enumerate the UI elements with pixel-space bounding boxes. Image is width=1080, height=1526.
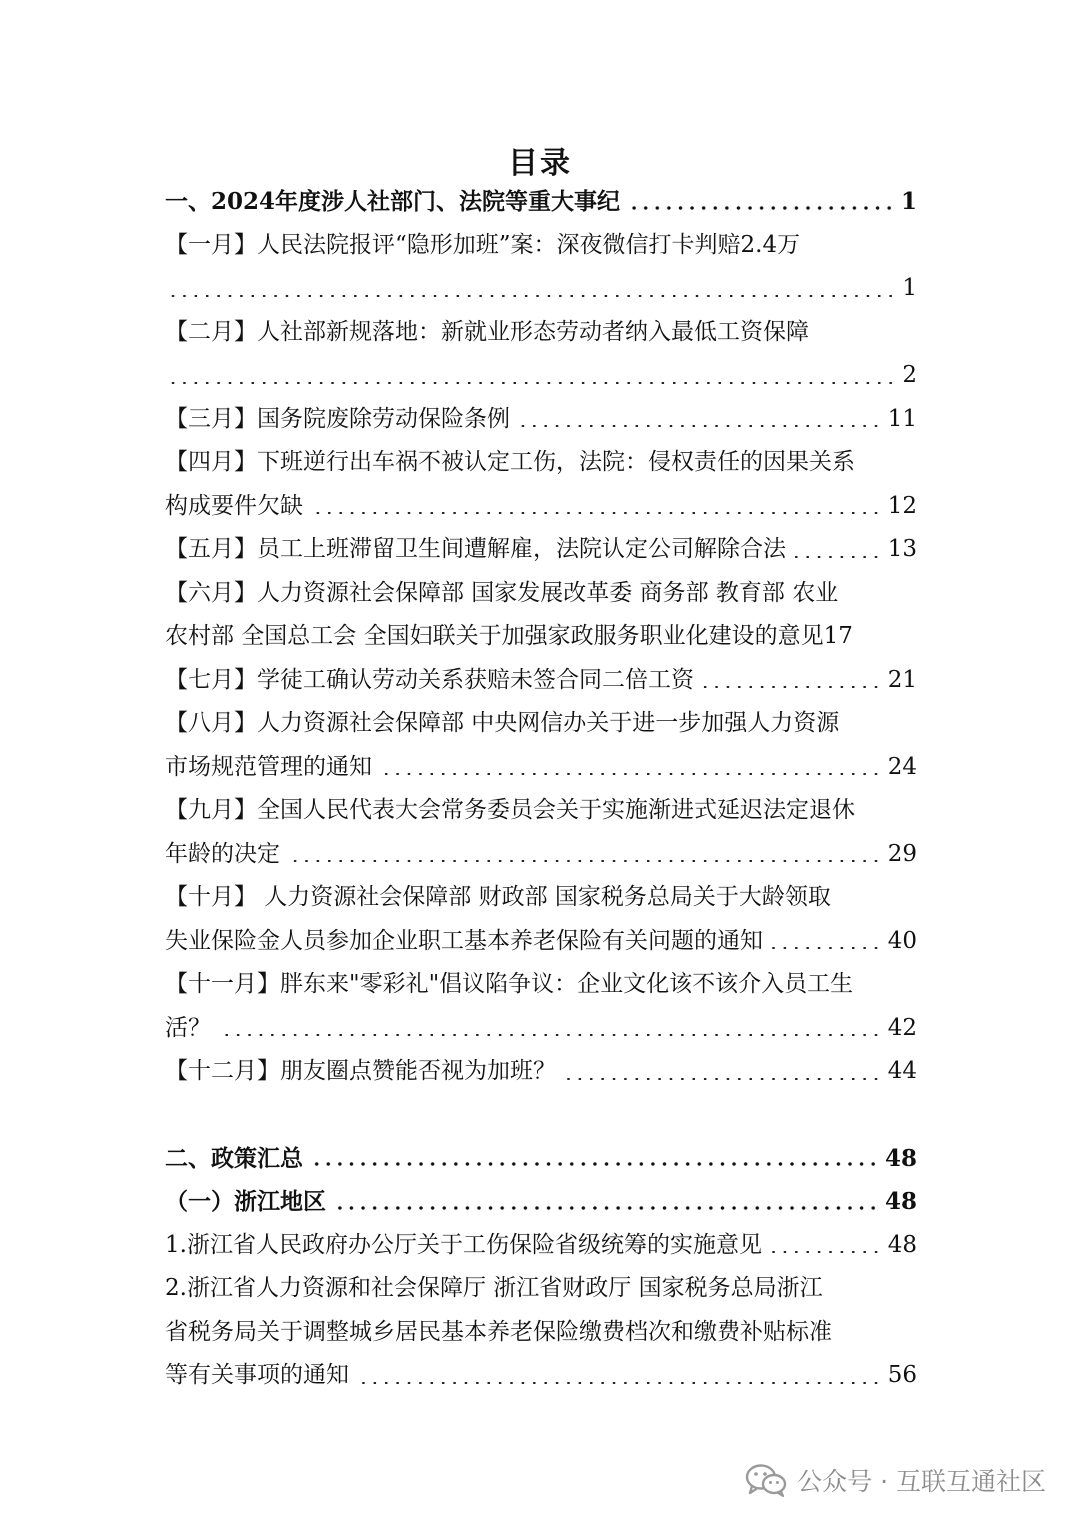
- dot-leader: [309, 1162, 879, 1166]
- toc-page-number: 11: [887, 405, 917, 432]
- toc-page-number: 24: [887, 753, 917, 780]
- toc-entry[interactable]: [165, 920, 917, 964]
- toc-entry-text: （一）浙江地区: [165, 1188, 326, 1215]
- toc-page-number: 42: [887, 1014, 917, 1041]
- toc-entry[interactable]: [165, 1224, 917, 1268]
- toc-entry[interactable]: [165, 659, 917, 703]
- toc-entry-text: 二、政策汇总: [165, 1144, 303, 1172]
- toc-entry[interactable]: [165, 1137, 917, 1181]
- toc-entry-text: 等有关事项的通知: [165, 1362, 349, 1388]
- toc-entry[interactable]: [165, 789, 917, 833]
- toc-page-number: 29: [887, 840, 917, 867]
- toc-entry-text: 失业保险金人员参加企业职工基本养老保险有关问题的通知: [165, 927, 763, 954]
- toc-entry-text: 省税务局关于调整城乡居民基本养老保险缴费档次和缴费补贴标准: [165, 1318, 832, 1345]
- toc-entry-text: 活？: [165, 1014, 211, 1041]
- toc-entry[interactable]: [165, 1354, 917, 1398]
- toc-page-number: 48: [887, 1231, 917, 1258]
- toc-page-number: 56: [887, 1362, 917, 1388]
- toc-entry-text: 【七月】学徒工确认劳动关系获赔未签合同二倍工资: [165, 666, 694, 693]
- toc-entry-text: 2.浙江省人力资源和社会保障厅 浙江省财政厅 国家税务总局浙江: [165, 1275, 823, 1301]
- dot-leader: [792, 556, 882, 558]
- toc-page-number: 1: [900, 188, 917, 215]
- toc-entry-text: 年龄的决定: [165, 840, 280, 867]
- section-gap: [165, 1094, 917, 1137]
- toc-entry-text: 【九月】全国人民代表大会常务委员会关于实施渐进式延迟法定退休: [165, 797, 855, 823]
- toc-entry-text: 【八月】人力资源社会保障部 中央网信办关于进一步加强人力资源: [165, 710, 840, 736]
- toc-entry[interactable]: [165, 1311, 917, 1355]
- dot-leader: [768, 1251, 882, 1253]
- toc-page-number: 1: [902, 275, 917, 301]
- dot-leader: [700, 686, 882, 688]
- toc-entry-text: 构成要件欠缺: [165, 492, 303, 519]
- toc-entry[interactable]: [165, 485, 917, 529]
- watermark-text: 公众号 · 互联互通社区: [797, 1467, 1046, 1496]
- toc-entry-text: 【六月】人力资源社会保障部 国家发展改革委 商务部 教育部 农业: [165, 579, 839, 606]
- toc-entry-text: 一、2024年度涉人社部门、法院等重大事纪: [165, 188, 621, 215]
- toc-entry[interactable]: [165, 1180, 917, 1224]
- toc-entry-text: 农村部 全国总工会 全国妇联关于加强家政服务职业化建设的意见17: [165, 623, 853, 649]
- toc-page-number: 44: [887, 1058, 917, 1084]
- toc-entry-text: 【一月】人民法院报评“隐形加班”案：深夜微信打卡判赔2.4万: [165, 231, 801, 258]
- dot-leader: [171, 295, 896, 297]
- toc-entry[interactable]: [165, 267, 917, 311]
- toc-entry[interactable]: [165, 441, 917, 485]
- toc-entry-text: 【十二月】朋友圈点赞能否视为加班？: [165, 1058, 556, 1084]
- dot-leader: [769, 947, 882, 949]
- watermark: [745, 1462, 1046, 1498]
- dot-leader: [378, 773, 882, 775]
- toc-entry[interactable]: [165, 572, 917, 616]
- toc-entry[interactable]: [165, 1007, 917, 1051]
- toc-entry[interactable]: [165, 180, 917, 224]
- toc-entry[interactable]: [165, 702, 917, 746]
- page-title: 目录: [508, 146, 572, 181]
- toc-entry-text: 【五月】员工上班滞留卫生间遭解雇，法院认定公司解除合法: [165, 536, 786, 562]
- dot-leader: [309, 512, 882, 514]
- toc-entry[interactable]: [165, 1267, 917, 1311]
- dot-leader: [626, 206, 895, 210]
- dot-leader: [355, 1382, 882, 1384]
- toc-entry[interactable]: [165, 354, 917, 398]
- dot-leader: [562, 1078, 882, 1080]
- dot-leader: [171, 382, 896, 384]
- toc-entry[interactable]: [165, 746, 917, 790]
- toc-entry-text: 【二月】人社部新规落地：新就业形态劳动者纳入最低工资保障: [165, 318, 809, 345]
- toc-entry[interactable]: [165, 876, 917, 920]
- dot-leader: [332, 1206, 879, 1210]
- toc-entry-text: 市场规范管理的通知: [165, 753, 372, 780]
- dot-leader: [286, 860, 882, 862]
- toc-page-number: 21: [887, 666, 917, 693]
- toc-entry-text: 【十月】 人力资源社会保障部 财政部 国家税务总局关于大龄领取: [165, 884, 831, 910]
- toc-entry[interactable]: [165, 224, 917, 268]
- toc-entry-text: 1.浙江省人民政府办公厅关于工伤保险省级统筹的实施意见: [165, 1231, 762, 1258]
- toc-page-number: 13: [887, 536, 917, 562]
- toc-entry[interactable]: [165, 398, 917, 442]
- toc-page-number: 12: [887, 492, 917, 519]
- toc-entry[interactable]: [165, 833, 917, 877]
- table-of-contents: [165, 180, 917, 1398]
- toc-entry[interactable]: [165, 528, 917, 572]
- toc-page-number: 40: [887, 927, 917, 954]
- dot-leader: [516, 425, 882, 427]
- wechat-icon: [745, 1463, 787, 1497]
- toc-page-number: 48: [884, 1144, 917, 1172]
- toc-entry[interactable]: [165, 615, 917, 659]
- toc-entry-text: 【十一月】胖东来"零彩礼"倡议陷争议：企业文化该不该介入员工生: [165, 971, 854, 997]
- toc-entry-text: 【三月】国务院废除劳动保险条例: [165, 405, 510, 432]
- toc-entry[interactable]: [165, 1050, 917, 1094]
- toc-page-number: 48: [884, 1188, 917, 1215]
- dot-leader: [217, 1034, 882, 1036]
- toc-entry[interactable]: [165, 963, 917, 1007]
- toc-entry-text: 【四月】下班逆行出车祸不被认定工伤，法院：侵权责任的因果关系: [165, 449, 855, 475]
- toc-entry[interactable]: [165, 311, 917, 355]
- toc-page-number: 2: [902, 362, 917, 388]
